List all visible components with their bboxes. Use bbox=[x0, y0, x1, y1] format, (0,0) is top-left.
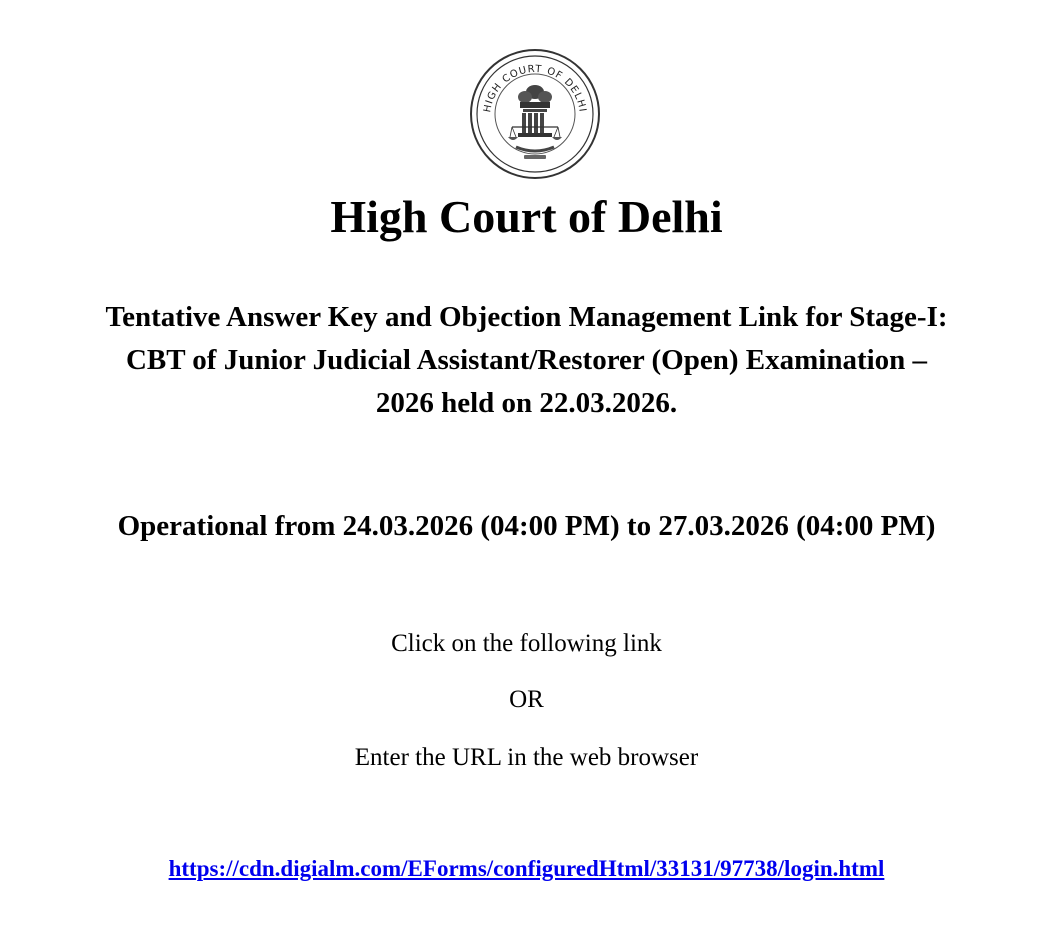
notice-title bbox=[40, 296, 1013, 425]
login-link-container bbox=[0, 853, 1053, 885]
court-name-heading: High Court of Delhi bbox=[330, 191, 723, 242]
notice-title-line-2: CBT of Junior Judicial Assistant/Restorer (Open) Examination – bbox=[125, 344, 928, 376]
operational-period: Operational from 24.03.2026 (04:00 PM) to 27.03.2026 (04:00 PM) bbox=[117, 510, 936, 542]
instruction-click-link: Click on the following link bbox=[391, 630, 662, 657]
high-court-emblem-icon bbox=[468, 47, 602, 181]
svg-text:HIGH COURT OF DELHI: HIGH COURT OF DELHI bbox=[482, 63, 588, 114]
notice-title-line-1: Tentative Answer Key and Objection Management Link for Stage-I: bbox=[105, 301, 948, 333]
instruction-or: OR bbox=[509, 686, 544, 713]
login-url-link[interactable]: https://cdn.digialm.com/EForms/configuredHtml/33131/97738/login.html bbox=[168, 856, 885, 881]
instruction-enter-url: Enter the URL in the web browser bbox=[354, 744, 699, 771]
notice-title-line-3: 2026 held on 22.03.2026. bbox=[375, 387, 678, 419]
